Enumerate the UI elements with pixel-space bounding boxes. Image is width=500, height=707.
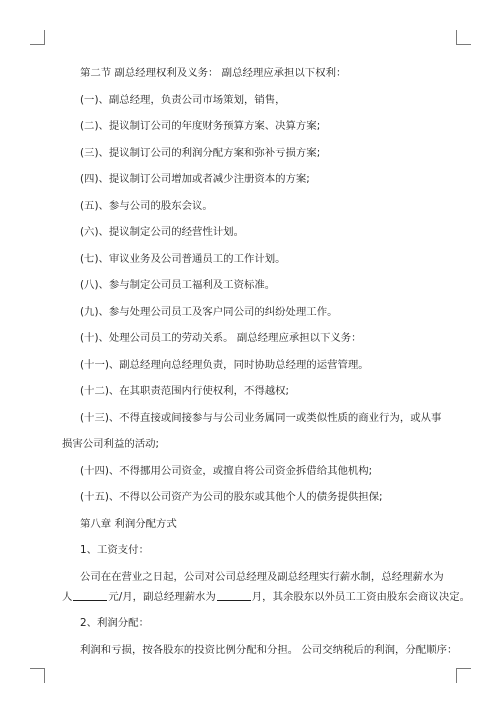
document-body xyxy=(62,66,470,657)
salary-line-middle: 元/月，副总经理薪水为 xyxy=(108,590,216,603)
paragraph-line: (六)、提议制定公司的经营性计划。 xyxy=(80,226,244,238)
salary-blank-deputy-manager xyxy=(217,590,251,601)
salary-blank-general-manager xyxy=(73,590,107,601)
paragraph-line: (十三)、不得直接或间接参与与公司业务属同一或类似性质的商业行为，或从事 xyxy=(80,411,442,424)
paragraph-line: (二)、提议制订公司的年度财务预算方案、决算方案; xyxy=(80,120,321,132)
paragraph-line: (十一)、副总经理向总经理负责，同时协助总经理的运营管理。 xyxy=(80,358,369,371)
subsection-heading: 2、利润分配： xyxy=(80,617,149,629)
paragraph-line-continuation: 损害公司利益的活动; xyxy=(62,438,160,450)
crop-mark-bottom-left xyxy=(30,668,45,683)
chapter-heading: 第八章 利润分配方式 xyxy=(80,517,177,530)
paragraph-line: (三)、提议制订公司的利润分配方案和弥补亏损方案; xyxy=(80,146,321,159)
paragraph-line: 利润和亏损，按各股东的投资比例分配和分担。 公司交纳税后的利润，分配顺序： xyxy=(80,643,458,656)
subsection-heading: 1、工资支付： xyxy=(80,544,149,556)
paragraph-line: (十四)、不得挪用公司资金，或擅自将公司资金拆借给其他机构; xyxy=(80,464,373,477)
paragraph-line: (五)、参与公司的股东会议。 xyxy=(80,199,213,212)
crop-mark-top-right xyxy=(456,30,471,45)
paragraph-line: (十五)、不得以公司资产为公司的股东或其他个人的债务提供担保; xyxy=(80,491,383,503)
paragraph-line: (十二)、在其职责范围内行使权利，不得越权; xyxy=(80,385,290,397)
paragraph-line: (一)、副总经理，负责公司市场策划，销售， xyxy=(80,93,286,106)
paragraph-line: (九)、参与处理公司员工及客户同公司的纠纷处理工作。 xyxy=(80,305,338,318)
salary-line-prefix: 人 xyxy=(62,590,73,603)
paragraph-line: (八)、参与制定公司员工福利及工资标准。 xyxy=(80,279,276,291)
paragraph-line: (四)、提议制订公司增加或者减少注册资本的方案; xyxy=(80,173,310,185)
crop-mark-bottom-right xyxy=(456,668,471,683)
salary-line-end: 月，其余股东以外员工工资由股东会商议决定。 xyxy=(251,590,470,603)
salary-line xyxy=(62,590,470,604)
section-heading: 第二节 副总经理权利及义务： 副总经理应承担以下权利： xyxy=(80,67,347,79)
paragraph-line: (十)、处理公司员工的劳动关系。 副总经理应承担以下义务： xyxy=(80,332,362,344)
crop-mark-top-left xyxy=(30,30,45,45)
paragraph-line: 公司在在营业之日起，公司对公司总经理及副总经理实行薪水制，总经理薪水为 xyxy=(80,570,444,583)
paragraph-line: (七)、审议业务及公司普通员工的工作计划。 xyxy=(80,252,286,265)
